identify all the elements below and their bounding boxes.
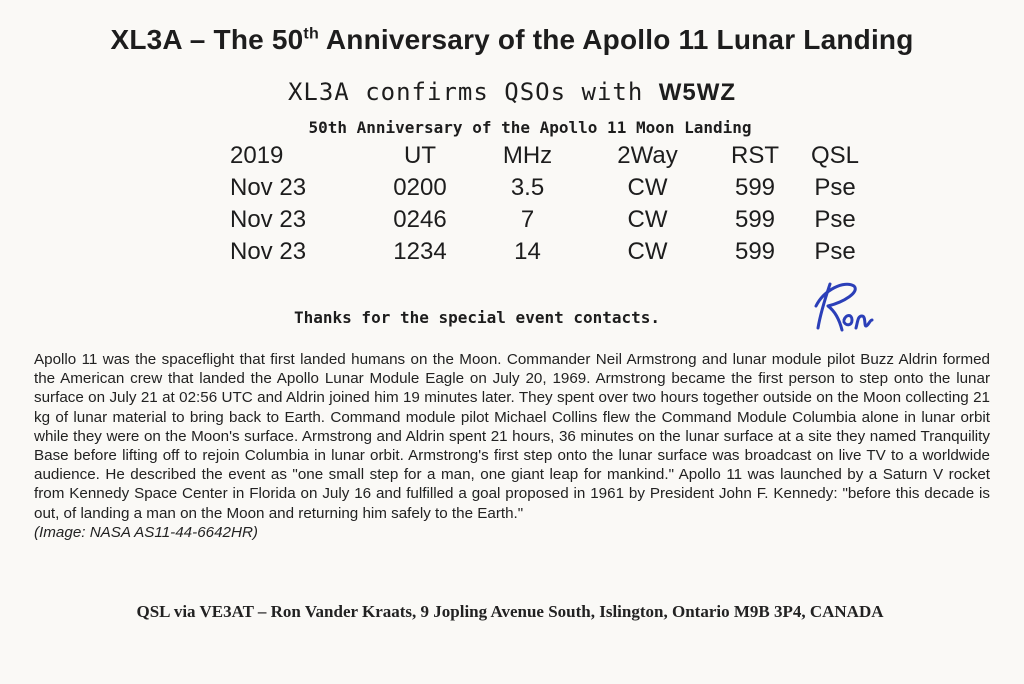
qso-rst: 599 — [734, 174, 776, 201]
qso-mode: CW — [627, 238, 668, 265]
event-subtitle: 50th Anniversary of the Apollo 11 Moon Landing — [308, 118, 752, 137]
card-title — [0, 24, 1024, 56]
handwritten-signature — [800, 276, 880, 340]
qsl-manager-address: QSL via VE3AT – Ron Vander Kraats, 9 Jopling Avenue South, Islington, Ontario M9B 3P4, CANADA — [136, 602, 884, 621]
image-credit: (Image: NASA AS11-44-6642HR) — [34, 523, 258, 541]
qso-qsl: Pse — [814, 174, 856, 201]
table-row — [230, 172, 870, 204]
qso-qsl: Pse — [814, 206, 856, 233]
qso-time: 0246 — [393, 206, 447, 233]
qso-mode: CW — [627, 174, 668, 201]
qso-frequency: 7 — [520, 206, 535, 233]
qso-date: Nov 23 — [230, 174, 307, 201]
qso-mode: CW — [627, 206, 668, 233]
title-superscript: th — [303, 25, 319, 43]
qso-frequency: 14 — [514, 238, 541, 265]
confirmation-text: XL3A confirms QSOs with — [287, 78, 659, 106]
table-row — [230, 236, 870, 268]
qso-table — [230, 140, 870, 268]
apollo-11-description — [34, 350, 990, 542]
column-header-ut: UT — [404, 142, 436, 169]
table-row — [230, 204, 870, 236]
qso-qsl: Pse — [814, 238, 856, 265]
column-header-rst: RST — [731, 142, 779, 169]
body-text: Apollo 11 was the spaceflight that first landed humans on the Moon. Commander Neil Armstrong and lunar module pilot Buzz Aldrin formed the American crew that landed the Apollo Lunar Module Eagle on July 20, 1969. Armstrong became the first person to step onto the lunar surface on July 21 at 02:56 UTC and Aldrin joined him 19 minutes later. They spent over two hours together outside on the Moon collecting 21 kg of lunar material to bring back to Earth. Command module pilot Michael Collins flew the Command Module Columbia alone in lunar orbit while they were on the Moon's surface. Armstrong and Aldrin spent 21 hours, 36 minutes on the lunar surface at a site they named Tranquility Base before lifting off to rejoin Columbia in lunar orbit. Armstrong's first step onto the lunar surface was broadcast on live TV to a worldwide audience. He described the event as "one small step for a man, one giant leap for mankind." Apollo 11 was launched by a Saturn V rocket from Kennedy Space Center in Florida on July 16 and fulfilled a goal proposed in 1961 by President John F. Kennedy: "before this decade is out, of landing a man on the Moon and returning him safely to the Earth." — [34, 351, 990, 522]
thanks-message: Thanks for the special event contacts. — [294, 308, 661, 327]
column-header-qsl: QSL — [810, 142, 860, 169]
title-prefix: XL3A – The 50 — [110, 24, 304, 55]
worked-callsign: W5WZ — [658, 79, 737, 106]
confirmation-line — [0, 78, 1024, 107]
column-header-year: 2019 — [230, 142, 284, 169]
qso-time: 0200 — [393, 174, 447, 201]
qso-date: Nov 23 — [230, 206, 307, 233]
qso-header-row — [230, 140, 870, 172]
qso-date: Nov 23 — [230, 238, 307, 265]
qso-frequency: 3.5 — [510, 174, 545, 201]
column-header-2way: 2Way — [617, 142, 678, 169]
qso-rst: 599 — [734, 206, 776, 233]
qso-time: 1234 — [393, 238, 447, 265]
qso-rst: 599 — [734, 238, 776, 265]
title-suffix: Anniversary of the Apollo 11 Lunar Landing — [318, 24, 914, 55]
column-header-mhz: MHz — [502, 142, 553, 169]
